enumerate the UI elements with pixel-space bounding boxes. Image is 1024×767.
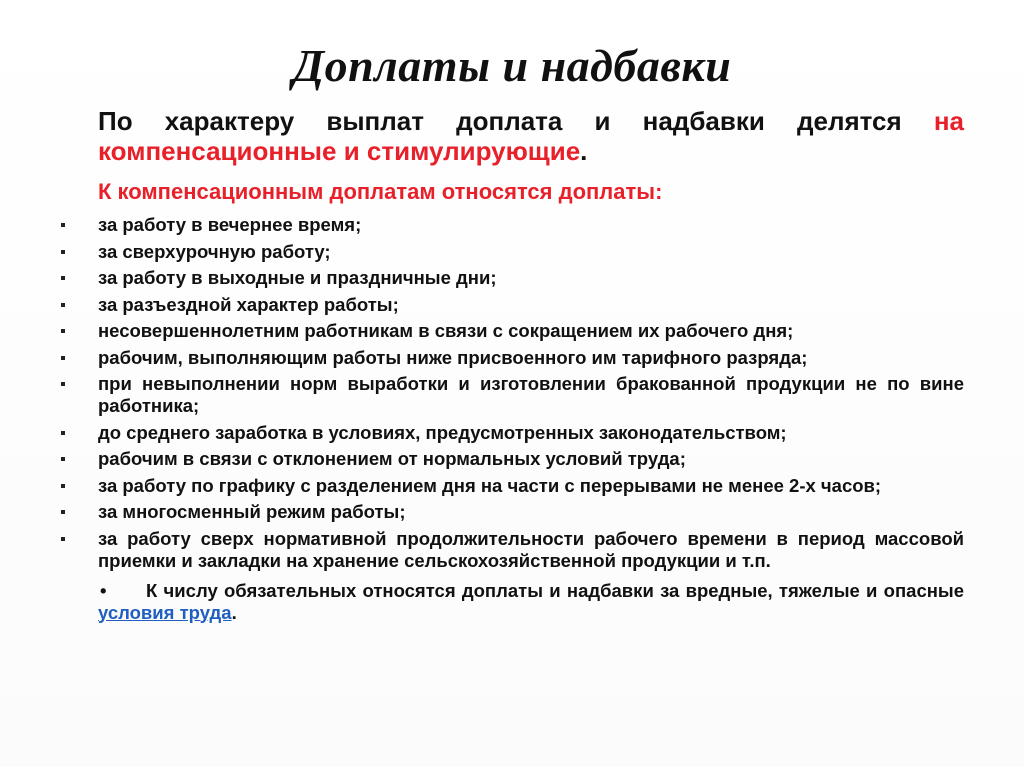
square-bullet-icon — [61, 510, 65, 514]
list-item — [98, 475, 964, 497]
list-item — [98, 267, 964, 289]
list-item — [98, 501, 964, 523]
list-item-text: рабочим в связи с отклонением от нормальных условий труда; — [98, 448, 686, 469]
compensation-subheading: К компенсационным доплатам относятся доплаты: — [98, 179, 663, 204]
list-item — [98, 373, 964, 417]
list-item — [98, 448, 964, 470]
intro-end: . — [580, 136, 588, 166]
list-item-text: за многосменный режим работы; — [98, 501, 406, 522]
list-item-text: за работу в вечернее время; — [98, 214, 362, 235]
list-item — [98, 320, 964, 342]
list-item — [98, 241, 964, 263]
slide-content — [98, 106, 964, 624]
square-bullet-icon — [61, 329, 65, 333]
list-item-text: за сверхурочную работу; — [98, 240, 331, 262]
list-item — [98, 347, 964, 369]
list-item-text: до среднего заработка в условиях, предусмотренных законодательством; — [98, 421, 787, 443]
square-bullet-icon — [61, 303, 65, 307]
slide-title: Доплаты и надбавки — [292, 40, 732, 91]
list-item — [98, 528, 964, 572]
intro-highlight: на компенсационные и стимулирующие — [98, 106, 964, 166]
list-item — [98, 214, 964, 236]
square-bullet-icon — [61, 537, 65, 541]
square-bullet-icon — [61, 356, 65, 360]
square-bullet-icon — [61, 431, 65, 435]
list-item-text: за работу по графику с разделением дня на части с перерывами не менее 2-х часов; — [98, 474, 882, 496]
square-bullet-icon — [61, 276, 65, 280]
list-item — [98, 294, 964, 316]
square-bullet-icon — [61, 382, 65, 386]
list-item-text: рабочим, выполняющим работы ниже присвоенного им тарифного разряда; — [98, 346, 808, 368]
final-text: К числу обязательных относятся доплаты и надбавки за вредные, тяжелые и опасные — [146, 579, 964, 601]
list-item-text: несовершеннолетним работникам в связи с сокращением их рабочего дня; — [98, 320, 794, 341]
working-conditions-link[interactable]: условия труда — [98, 601, 232, 623]
compensation-list — [98, 214, 964, 572]
round-bullet-icon: • — [100, 579, 107, 601]
final-end: . — [231, 601, 237, 623]
intro-paragraph — [98, 106, 964, 166]
square-bullet-icon — [61, 484, 65, 488]
list-item-text: при невыполнении норм выработки и изготовлении бракованной продукции не по вине работника; — [98, 373, 964, 416]
square-bullet-icon — [61, 250, 65, 254]
list-item-text: за разъездной характер работы; — [98, 293, 399, 315]
list-item-text: за работу сверх нормативной продолжительности рабочего времени в период массовой приемки и закладки на хранение сельскохозяйственной продукции и т.п. — [98, 527, 964, 571]
square-bullet-icon — [61, 457, 65, 461]
list-item-text: за работу в выходные и праздничные дни; — [98, 267, 497, 288]
intro-text: По характеру выплат доплата и надбавки делятся — [98, 106, 934, 136]
final-paragraph — [98, 580, 964, 624]
list-item — [98, 422, 964, 444]
square-bullet-icon — [61, 223, 65, 227]
